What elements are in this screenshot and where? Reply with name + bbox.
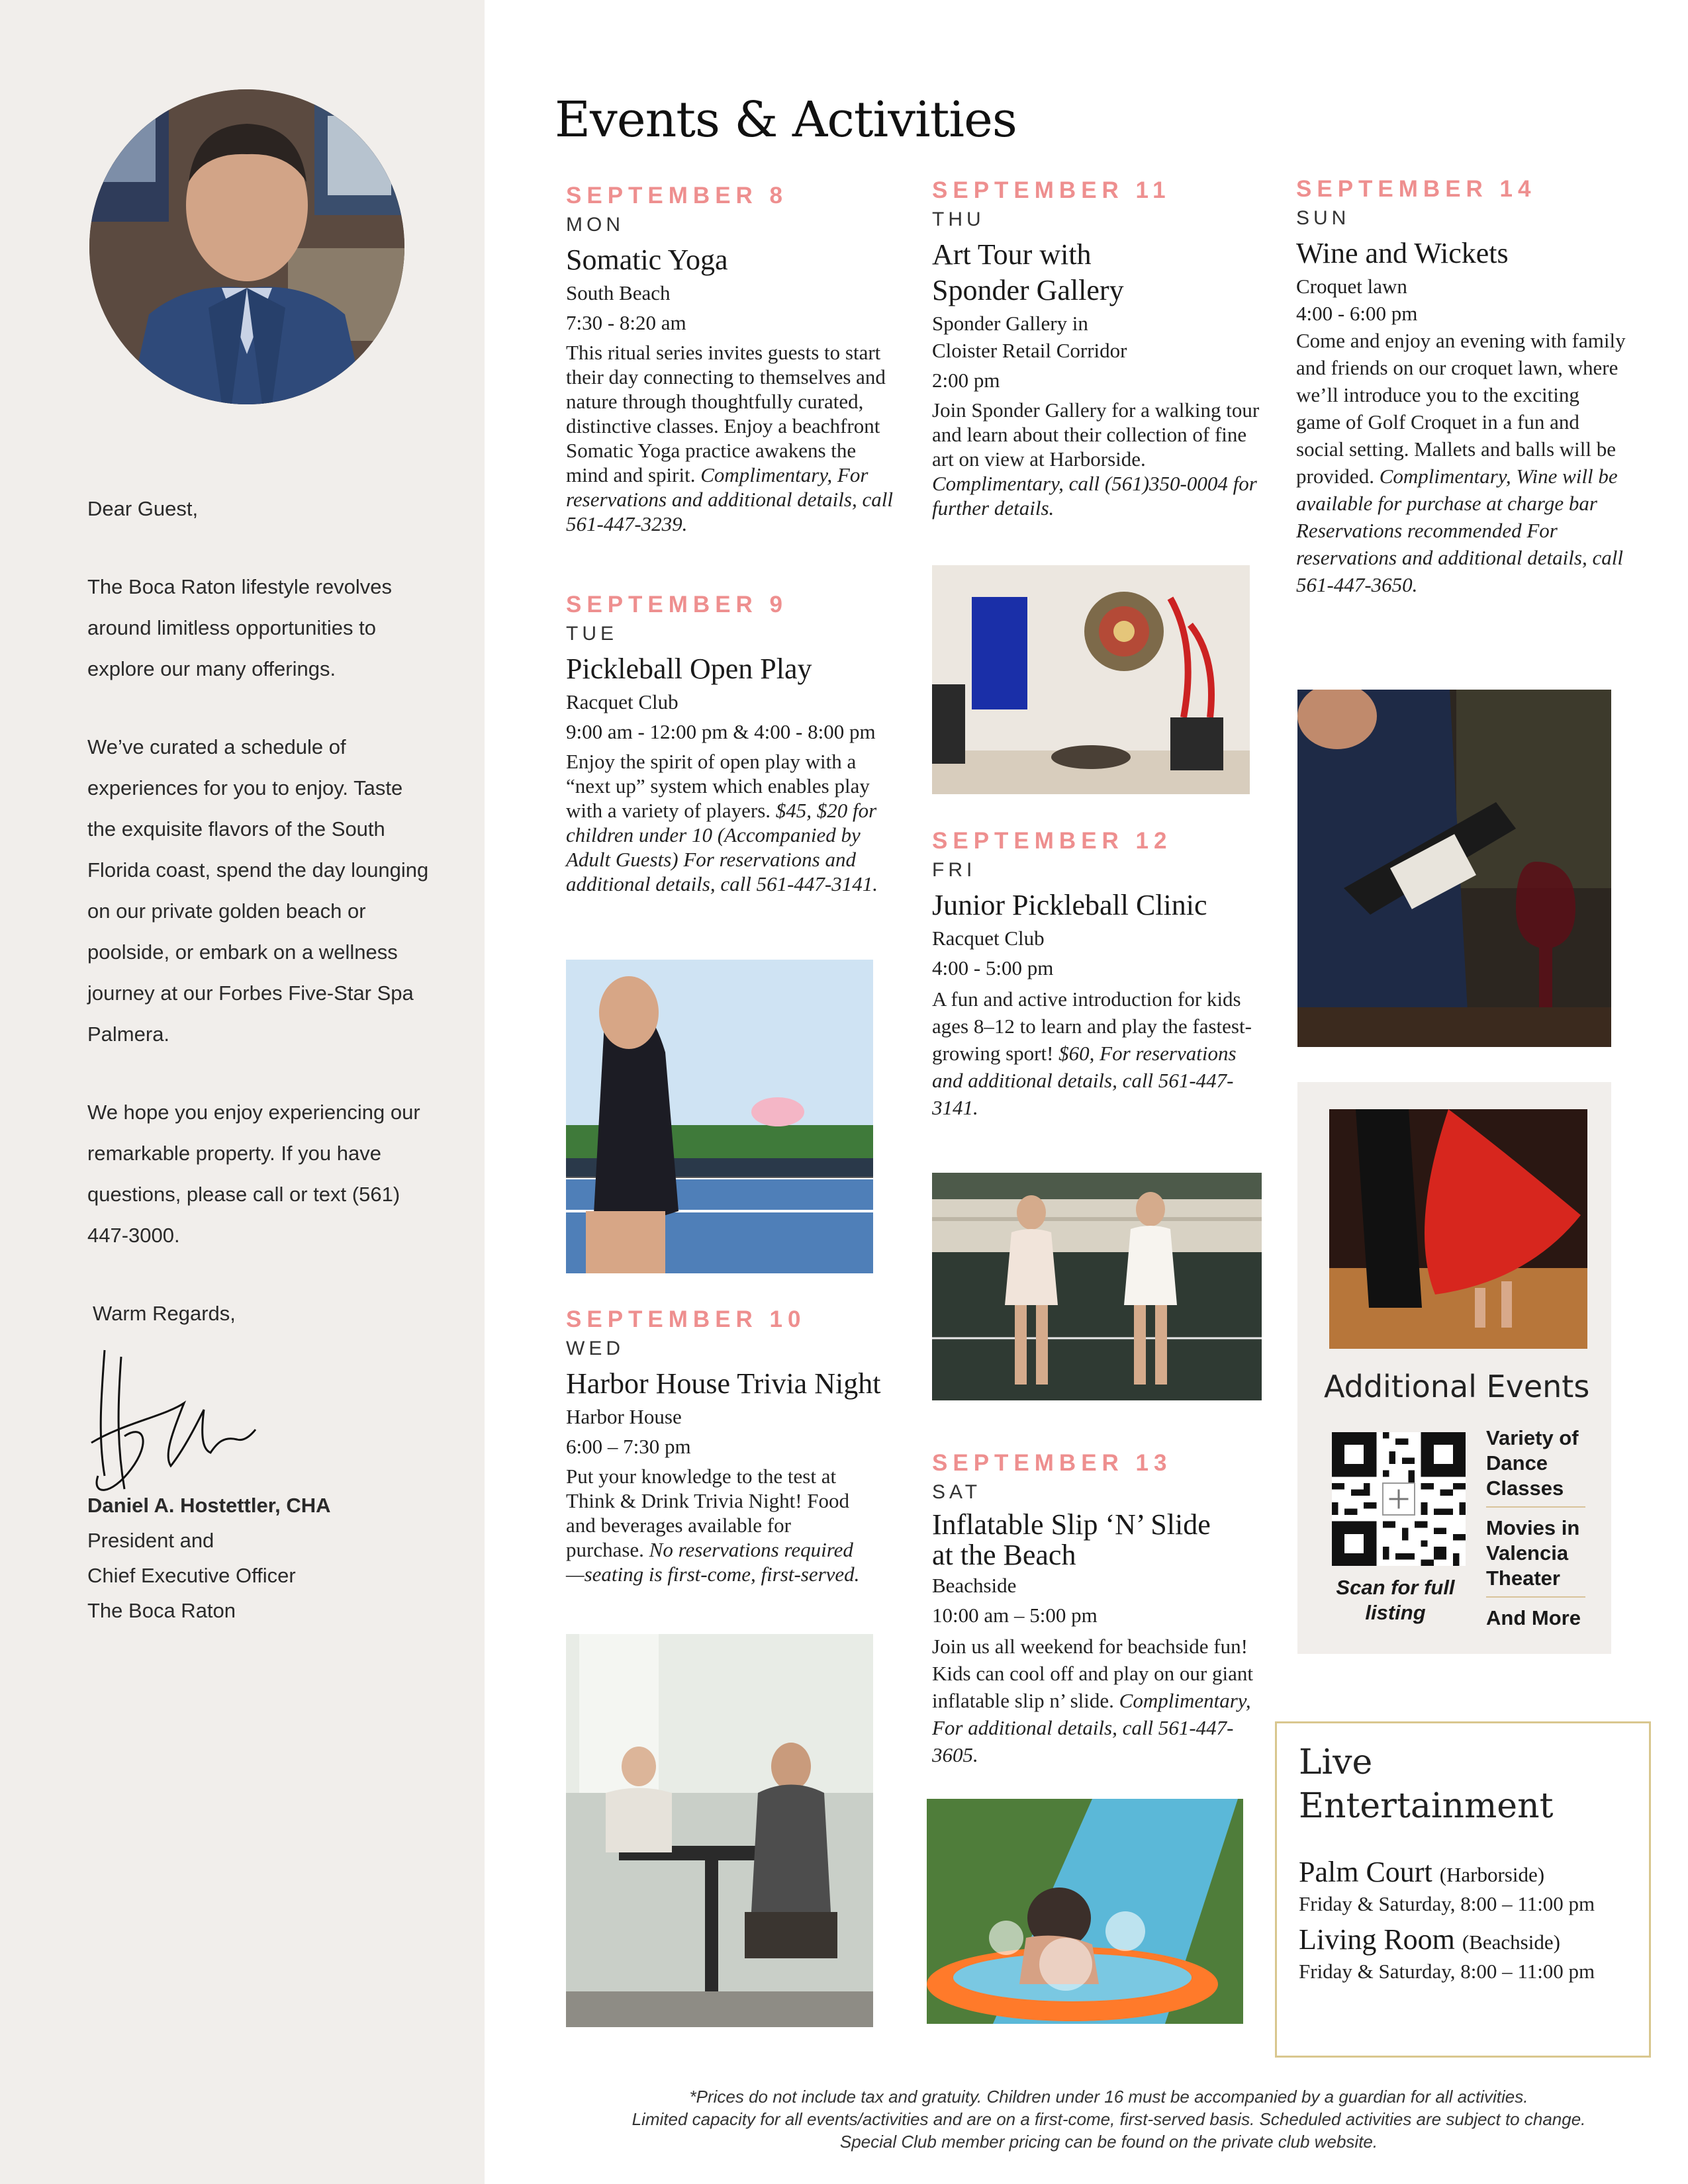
event-time: 7:30 - 8:20 am: [566, 311, 686, 334]
event-desc-note: Complimentary, For additional details, call 561-447-3605.: [932, 1689, 1251, 1766]
event-time: 4:00 - 5:00 pm: [932, 956, 1054, 979]
event-desc-text: Come and enjoy an evening with family and friends on our croquet lawn, where we’ll introduce you to the exciting game of Golf Croquet in a fun and social setting. Mallets and balls will be provided.: [1296, 329, 1626, 488]
event-location: Croquet lawn: [1296, 275, 1407, 298]
event-desc-text: Join us all weekend for beachside fun! Kids can cool off and play on our giant inflatable slip n’ slide.: [932, 1635, 1253, 1712]
event-desc-text: This ritual series invites guests to start their day connecting to themselves and nature through thoughtfully curated, distinctive classes. Enjoy a beachfront Somatic Yoga practice awakens the mind and spirit.: [566, 341, 886, 486]
signer-name: Daniel A. Hostettler, CHA: [87, 1494, 331, 1517]
event-desc-text: Put your knowledge to the test at Think & Drink Trivia Night! Food and beverages available for purchase.: [566, 1465, 850, 1561]
event-location: South Beach: [566, 281, 671, 304]
venue-name: [1299, 1923, 1643, 1960]
additional-item: And More: [1486, 1606, 1581, 1629]
venue-living-room: Living Room: [1299, 1923, 1455, 1956]
event-description: [1296, 327, 1627, 598]
event-day: THU: [932, 208, 985, 230]
event-location: Sponder Gallery in Cloister Retail Corridor: [932, 312, 1127, 362]
event-day: SUN: [1296, 207, 1350, 229]
portrait-photo: [89, 89, 404, 404]
event-day: MON: [566, 214, 624, 236]
event-location: Racquet Club: [932, 927, 1045, 950]
art-gallery-photo: [932, 565, 1250, 794]
event-day: SAT: [932, 1481, 982, 1503]
event-sep-13: [932, 1449, 1263, 1768]
slip-n-slide-photo: [927, 1799, 1243, 2024]
event-description: [932, 1633, 1263, 1768]
event-name: Inflatable Slip ‘N’ Slide at the Beach: [932, 1508, 1211, 1571]
venue-name: [1299, 1855, 1643, 1892]
event-desc-note: Complimentary, Wine will be available for purchase at charge bar Reservations recommended For reservations and additional details, call 561-447-3650.: [1296, 465, 1623, 596]
signer-block: [87, 1488, 330, 1628]
event-description: [566, 749, 897, 896]
event-name: Junior Pickleball Clinic: [932, 889, 1207, 921]
letter-closing: Warm Regards,: [93, 1302, 236, 1325]
event-day: TUE: [566, 623, 618, 645]
venue-palm-court: Palm Court: [1299, 1856, 1432, 1888]
event-sep-12: [932, 827, 1263, 1121]
event-desc-note: Complimentary, For reservations and additional details, call 561-447-3239.: [566, 463, 893, 535]
event-name: Pickleball Open Play: [566, 653, 812, 685]
event-time: 4:00 - 6:00 pm: [1296, 302, 1418, 325]
venue-time: Friday & Saturday, 8:00 – 11:00 pm: [1299, 1892, 1595, 1915]
event-name: Wine and Wickets: [1296, 237, 1509, 269]
event-location: Racquet Club: [566, 690, 679, 713]
page-title: Events & Activities: [555, 91, 1017, 148]
venue-area: (Beachside): [1462, 1931, 1560, 1954]
event-date: SEPTEMBER 11: [932, 177, 1171, 203]
event-desc-note: Complimentary, call (561)350-0004 for further details.: [932, 472, 1257, 520]
letter-greeting: Dear Guest,: [87, 497, 199, 520]
event-day: WED: [566, 1338, 624, 1359]
additional-item: Movies in Valencia Theater: [1486, 1514, 1585, 1598]
signer-title-1: President and: [87, 1529, 214, 1552]
letter-body: [87, 488, 432, 1371]
event-name: Somatic Yoga: [566, 244, 728, 276]
event-desc-text: Join Sponder Gallery for a walking tour and learn about their collection of fine art on view at Harborside.: [932, 398, 1260, 471]
event-date: SEPTEMBER 14: [1296, 176, 1536, 202]
footer-line: Special Club member pricing can be found on the private club website.: [839, 2132, 1378, 2152]
event-desc-note: $60, For reservations and additional details, call 561-447-3141.: [932, 1042, 1237, 1119]
event-description: [932, 398, 1263, 520]
live-entertainment-title: Live Entertainment: [1299, 1743, 1554, 1826]
event-date: SEPTEMBER 9: [566, 592, 788, 617]
signer-org: The Boca Raton: [87, 1599, 236, 1622]
event-date: SEPTEMBER 12: [932, 828, 1172, 854]
event-description: [932, 985, 1263, 1121]
event-sep-9: [566, 590, 897, 896]
event-date: SEPTEMBER 8: [566, 183, 788, 208]
junior-tennis-photo: [932, 1173, 1262, 1400]
event-day: FRI: [932, 859, 976, 881]
event-desc-text: A fun and active introduction for kids ages 8–12 to learn and play the fastest-growing sport!: [932, 987, 1252, 1065]
event-desc-note: No reservations required—seating is first-come, first-served.: [566, 1538, 860, 1586]
event-sep-10: [566, 1305, 897, 1586]
venue-area: (Harborside): [1439, 1863, 1545, 1886]
event-date: SEPTEMBER 10: [566, 1306, 806, 1332]
signer-title-2: Chief Executive Officer: [87, 1564, 296, 1587]
event-location: Beachside: [932, 1574, 1017, 1597]
event-description: [566, 1464, 864, 1586]
additional-item: Variety of Dance Classes: [1486, 1424, 1585, 1508]
event-name: Harbor House Trivia Night: [566, 1367, 881, 1400]
dance-photo: [1329, 1109, 1587, 1349]
signature-graphic: [85, 1343, 263, 1502]
event-description: [566, 340, 897, 536]
event-time: 10:00 am – 5:00 pm: [932, 1604, 1098, 1627]
event-desc-note: $45, $20 for children under 10 (Accompanied by Adult Guests) For reservations and additional details, call 561-447-3141.: [566, 799, 878, 895]
event-sep-11: [932, 176, 1263, 520]
additional-events-list: [1486, 1424, 1585, 1643]
qr-code[interactable]: [1332, 1432, 1466, 1566]
letter-paragraph-1: The Boca Raton lifestyle revolves around limitless opportunities to explore our many offerings.: [87, 575, 393, 680]
event-name: Art Tour with Sponder Gallery: [932, 238, 1124, 306]
event-time: 9:00 am - 12:00 pm & 4:00 - 8:00 pm: [566, 720, 876, 743]
letter-paragraph-3: We hope you enjoy experiencing our remarkable property. If you have questions, please call or text (561) 447-3000.: [87, 1101, 420, 1247]
trivia-night-photo: [566, 1634, 873, 2027]
footer-line: *Prices do not include tax and gratuity. Children under 16 must be accompanied by a guardian for all activities.: [689, 2087, 1528, 2107]
footer-disclaimer: [569, 2085, 1648, 2153]
event-date: SEPTEMBER 13: [932, 1450, 1172, 1476]
event-sep-8: [566, 181, 897, 536]
footer-line: Limited capacity for all events/activities and are on a first-come, first-served basis. Scheduled activities are subject to change.: [632, 2109, 1586, 2129]
event-time: 2:00 pm: [932, 369, 1000, 392]
additional-events-title: Additional Events: [1324, 1369, 1590, 1404]
pickleball-photo: [566, 960, 873, 1273]
scan-caption: Scan for full listing: [1336, 1576, 1455, 1624]
event-location: Harbor House: [566, 1405, 682, 1428]
event-desc-text: Enjoy the spirit of open play with a “next up” system which enables play with a variety of players.: [566, 750, 870, 822]
event-time: 6:00 – 7:30 pm: [566, 1435, 691, 1458]
letter-paragraph-2: We’ve curated a schedule of experiences for you to enjoy. Taste the exquisite flavors of the South Florida coast, spend the day lounging on our private golden beach or poolside, or embark on a wellness journey at our Forbes Five-Star Spa Palmera.: [87, 735, 429, 1046]
wine-pour-photo: [1297, 690, 1611, 1047]
venue-time: Friday & Saturday, 8:00 – 11:00 pm: [1299, 1960, 1595, 1983]
event-sep-14: [1296, 175, 1627, 598]
